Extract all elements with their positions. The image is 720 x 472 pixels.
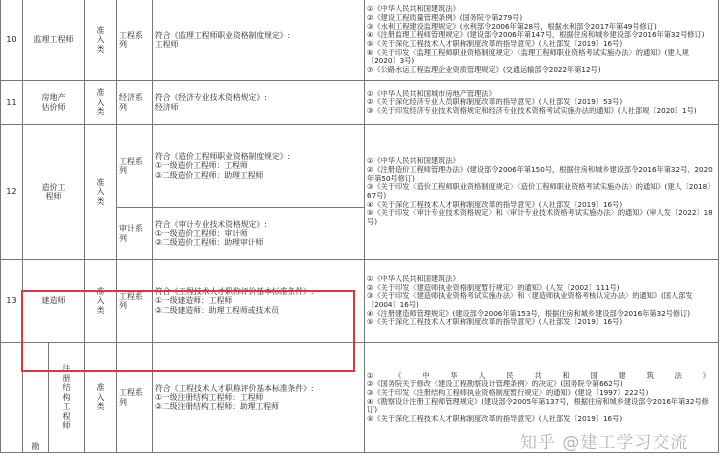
qualification-type: 准入类 xyxy=(85,343,117,453)
qualification-type: 准入类 xyxy=(85,125,117,260)
title-series: 工程系列 xyxy=(117,343,153,453)
condition-line: ①一级建造师：工程师 xyxy=(155,296,233,306)
basis-item: ③《关于印发经济专业技术资格规定和经济专业技术资格考试实施办法的通知》(人社部规〔2020〕1号) xyxy=(367,105,697,115)
row-number xyxy=(1,343,23,453)
table-row xyxy=(1,125,719,208)
basis-item: ②《关于印发〈建造师执业资格制度暂行规定〉的通知》(人发〔2002〕111号) xyxy=(367,283,620,292)
table-row xyxy=(1,81,719,125)
basis-item: ③《关于印发〈造价工程师职业资格制度规定〉〈造价工程师职业资格考试实施办法〉的通知》(建人〔2018〕67号) xyxy=(367,182,715,200)
basis-cell xyxy=(365,81,719,125)
condition-cell xyxy=(153,208,365,260)
condition-cell xyxy=(153,343,365,453)
qualification-type: 准入类 xyxy=(85,260,117,343)
condition-line: ②二级注册结构工程师：助理工程师 xyxy=(155,402,279,412)
qualification-type: 准入类 xyxy=(85,0,117,81)
condition-line: 经济师 xyxy=(155,102,179,112)
row-number: 13 xyxy=(1,260,23,343)
basis-item: ③《关于印发〈注册结构工程师执业资格制度暂行规定〉的通知》(建设〔1997〕222号) xyxy=(367,388,649,397)
qualification-name: 监理工程师 xyxy=(23,0,85,81)
basis-item: ①《中华人民共和国建筑法》 xyxy=(367,275,460,284)
title-series: 经济系列 xyxy=(117,81,153,125)
basis-cell xyxy=(365,260,719,343)
qualification-name: 注册结构工程师 xyxy=(49,343,85,453)
basis-item: ⑦《公路水运工程监理企业资质管理规定》(交通运输部令2022年第12号) xyxy=(367,65,601,74)
condition-title: 符合《审计专业技术资格规定》: xyxy=(155,219,267,229)
basis-cell xyxy=(365,125,719,260)
qualification-name: 建造师 xyxy=(23,260,85,343)
basis-item: ②《国务院关于修改〈建设工程勘察设计管理条例〉的决定》(国务院令第662号) xyxy=(367,380,623,389)
basis-item: ①《中华人民共和国城市房地产管理法》 xyxy=(367,89,496,98)
basis-cell xyxy=(365,0,719,81)
condition-line: ②二级建造师：助理工程师或技术员 xyxy=(155,305,279,315)
condition-cell xyxy=(153,260,365,343)
basis-item: ①《中华人民共和国建筑法》 xyxy=(367,157,460,166)
condition-line: ①一级造价工程师：审计师 xyxy=(155,228,248,238)
qualification-name: 房地产估价师 xyxy=(23,81,85,125)
basis-item: ⑤《关于深化工程技术人才职称制度改革的指导意见》(人社部发〔2019〕16号) xyxy=(367,318,623,327)
basis-item: ⑤《关于印发〈审计专业技术资格规定〉和〈审计专业技术资格考试实施办法〉的通知》(审人发〔2022〕18号) xyxy=(367,208,713,226)
row-number: 11 xyxy=(1,81,23,125)
basis-item: ①《中华人民共和国建筑法》 xyxy=(367,5,460,14)
basis-item: ②《关于深化经济专业人员职称制度改革的指导意见》(人社部发〔2019〕53号) xyxy=(367,98,623,107)
title-series: 工程系列 xyxy=(117,260,153,343)
table-row xyxy=(1,0,719,81)
title-series: 工程系列 xyxy=(117,125,153,208)
condition-title: 符合《工程技术人才职称评价基本标准条件》: xyxy=(155,287,314,297)
title-series: 工程系列 xyxy=(117,0,153,81)
condition-cell xyxy=(153,0,365,81)
condition-cell xyxy=(153,81,365,125)
condition-cell xyxy=(153,125,365,208)
basis-item: ②《注册造价工程师管理办法》(建设部令2006年第150号，根据住房和城乡建设部令2016年第32号、2020年第50号修订) xyxy=(367,165,713,183)
basis-item: ① 《 中 华 人 民 共 和 国 建 筑 法 》 xyxy=(367,370,710,380)
condition-line: ①一级注册结构工程师：工程师 xyxy=(155,392,264,402)
condition-title: 符合《监理工程师职业资格制度规定》: xyxy=(155,30,291,40)
condition-line: 工程师 xyxy=(155,40,179,49)
basis-item: ②《建设工程质量管理条例》(国务院令第279号) xyxy=(367,14,523,23)
row-number: 12 xyxy=(1,125,23,260)
condition-line: ②二级造价工程师：助理工程师 xyxy=(155,170,264,180)
basis-item: ⑤《关于深化工程技术人才职称制度改革的指导意见》(人社部发〔2019〕16号) xyxy=(367,414,623,423)
basis-item: ⑥《关于印发〈监理工程师职业资格制度规定〉〈监理工程师职业资格考试实施办法〉的通知》(建人规〔2020〕3号) xyxy=(367,47,689,66)
basis-item: ④《注册建造师管理规定》(建设部令2006年第153号，根据住房和城乡建设部令2016年第32号修订) xyxy=(367,308,691,318)
condition-line: ②二级造价工程师：助理审计师 xyxy=(155,238,264,248)
row-number: 10 xyxy=(1,0,23,81)
qualification-name: 造价工程师 xyxy=(23,125,85,260)
basis-item: ④《关于深化工程技术人才职称制度改革的指导意见》(人社部发〔2019〕16号) xyxy=(367,200,623,209)
condition-title: 符合《工程技术人才职称评价基本标准条件》: xyxy=(155,383,314,393)
table-row xyxy=(1,260,719,343)
condition-title: 符合《造价工程师职业资格制度规定》: xyxy=(155,152,291,162)
basis-item: ③《水利工程建设监理规定》(水利部令2006年第28号，根据水利部令2017年第49号修订) xyxy=(367,21,657,31)
basis-item: ④《注册监理工程师管理规定》(建设部令2006年第147号，根据住房和城乡建设部令2016年第32号修订) xyxy=(367,30,705,40)
basis-item: ③《关于印发〈建造师执业资格考试实施办法〉和〈建造师执业资格考核认定办法〉的通知》(国人部发〔2004〕16号) xyxy=(367,291,693,309)
basis-item: ④《勘察设计注册工程师管理规定》(建设部令2005年第137号，根据住房和城乡建设部令2016年第32号修订) xyxy=(367,396,709,415)
qualification-type: 准入类 xyxy=(85,81,117,125)
watermark: 知乎 @建工学习交流 xyxy=(520,433,689,453)
condition-title: 符合《经济专业技术资格规定》: xyxy=(155,93,267,103)
title-series: 审计系列 xyxy=(117,208,153,260)
basis-item: ⑤《关于深化工程技术人才职称制度改革的指导意见》(人社部发〔2019〕16号) xyxy=(367,40,623,48)
condition-line: ①一级造价工程师：工程师 xyxy=(155,161,248,171)
category-group: 勘 xyxy=(23,343,49,453)
